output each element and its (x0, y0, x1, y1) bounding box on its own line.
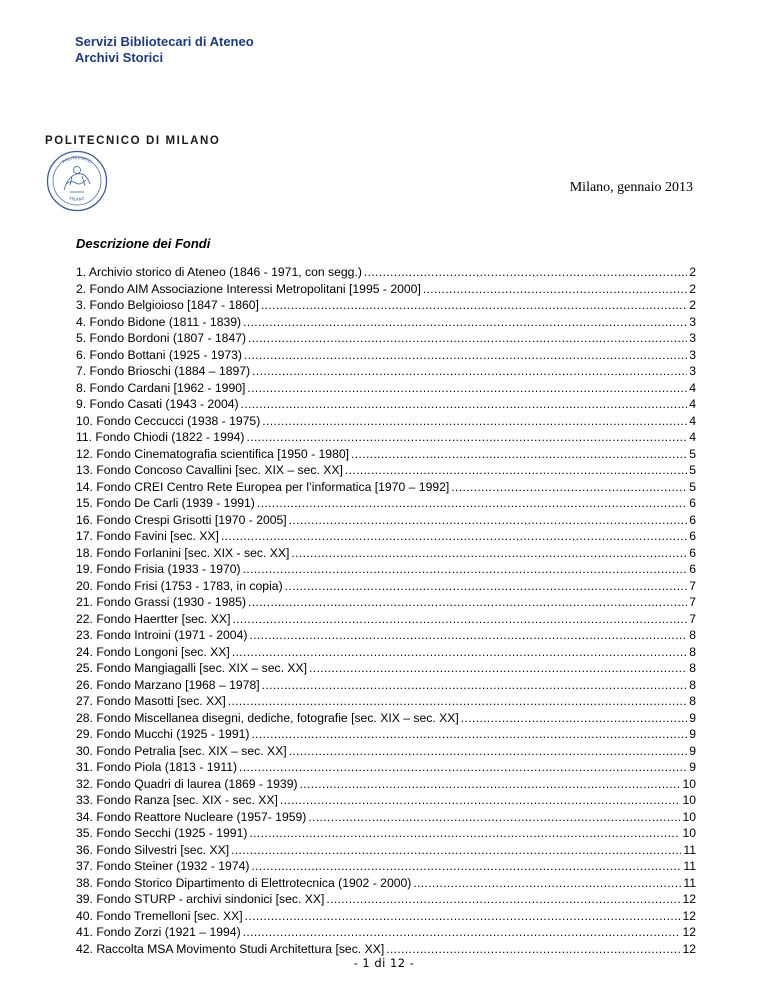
toc-dot-leader (300, 777, 681, 791)
seal-bottom-text: MILANO (68, 195, 86, 202)
toc-dot-leader (251, 727, 687, 741)
toc-dot-leader (423, 282, 687, 296)
toc-entry-page: 10 (682, 776, 696, 791)
date-line: Milano, gennaio 2013 (569, 180, 693, 195)
toc-dot-leader (345, 463, 687, 477)
toc-dot-leader (257, 496, 687, 510)
toc-entry-page: 11 (683, 859, 696, 873)
toc-entry[interactable] (76, 562, 696, 579)
toc-entry-page: 6 (689, 512, 696, 527)
toc-entry-title: 11. Fondo Chiodi (1822 - 1994) (76, 430, 245, 444)
toc-entry-page: 12 (682, 925, 696, 939)
toc-entry-page: 10 (682, 809, 696, 824)
toc-entry-page: 5 (689, 463, 696, 477)
toc-entry[interactable] (76, 364, 696, 381)
toc-entry-title: 31. Fondo Piola (1813 - 1911) (76, 760, 238, 774)
toc-dot-leader (243, 925, 681, 939)
toc-entry-page: 9 (689, 727, 696, 741)
toc-entry-title: 27. Fondo Masotti [sec. XX] (76, 694, 226, 708)
toc-entry-page: 3 (689, 364, 696, 378)
toc-entry-page: 7 (689, 595, 696, 609)
toc-dot-leader (248, 595, 687, 609)
toc-dot-leader (364, 265, 687, 279)
toc-entry-title: 19. Fondo Frisia (1933 - 1970) (76, 562, 241, 576)
toc-entry-title: 32. Fondo Quadri di laurea (1869 - 1939) (76, 776, 298, 791)
toc-entry-title: 24. Fondo Longoni [sec. XX] (76, 644, 230, 659)
toc-entry-page: 12 (682, 892, 696, 906)
toc-entry-page: 3 (689, 314, 696, 329)
toc-entry-title: 14. Fondo CREI Centro Rete Europea per l’informatica [1970 – 1992] (76, 479, 450, 494)
toc-entry-page: 7 (689, 578, 696, 593)
toc-dot-leader (262, 414, 687, 428)
toc-entry-page: 4 (689, 380, 696, 395)
toc-entry-page: 9 (689, 743, 696, 758)
toc-entry[interactable] (76, 925, 696, 942)
toc-entry-page: 2 (689, 298, 696, 312)
toc-entry-title: 5. Fondo Bordoni (1807 - 1847) (76, 331, 247, 345)
toc-entry[interactable] (76, 711, 696, 728)
toc-entry-page: 6 (689, 496, 696, 510)
toc-entry-page: 12 (682, 941, 696, 956)
toc-dot-leader (451, 480, 687, 494)
header-organization (75, 34, 254, 66)
toc-entry-title: 42. Raccolta MSA Movimento Studi Architettura [sec. XX] (76, 941, 385, 956)
toc-dot-leader (261, 298, 687, 312)
toc-entry-page: 3 (689, 331, 696, 345)
toc-entry-page: 6 (689, 529, 696, 543)
toc-entry-title: 39. Fondo STURP - archivi sindonici [sec. XX] (76, 892, 325, 906)
toc-entry[interactable] (76, 909, 696, 926)
toc-entry-title: 36. Fondo Silvestri [sec. XX] (76, 842, 230, 857)
toc-entry-title: 6. Fondo Bottani (1925 - 1973) (76, 347, 242, 362)
toc-entry-title: 35. Fondo Secchi (1925 - 1991) (76, 826, 248, 840)
toc-dot-leader (280, 793, 681, 807)
toc-entry-page: 10 (682, 793, 696, 807)
toc-entry-title: 41. Fondo Zorzi (1921 – 1994) (76, 925, 241, 939)
toc-dot-leader (351, 447, 687, 461)
toc-entry[interactable] (76, 430, 696, 447)
toc-entry[interactable] (76, 546, 696, 563)
page-number-footer: - 1 di 12 - (353, 956, 415, 970)
toc-entry-page: 4 (689, 413, 696, 428)
toc-entry[interactable] (76, 645, 696, 662)
toc-entry-page: 8 (689, 628, 696, 642)
toc-dot-leader (262, 678, 688, 692)
toc-entry-page: 3 (689, 347, 696, 362)
toc-entry-page: 2 (689, 265, 696, 279)
toc-dot-leader (243, 315, 687, 329)
section-title: Descrizione dei Fondi (76, 236, 211, 251)
toc-entry-page: 8 (689, 644, 696, 659)
toc-entry[interactable] (76, 463, 696, 480)
toc-entry-page: 6 (689, 562, 696, 576)
toc-entry[interactable] (76, 661, 696, 678)
toc-dot-leader (386, 942, 680, 956)
toc-entry[interactable] (76, 876, 696, 893)
toc-dot-leader (289, 744, 688, 758)
toc-entry-title: 18. Fondo Forlanini [sec. XIX - sec. XX] (76, 545, 290, 560)
toc-entry-page: 8 (689, 677, 696, 692)
toc-entry-page: 10 (682, 826, 696, 840)
toc-entry-title: 16. Fondo Crespi Grisotti [1970 - 2005] (76, 512, 287, 527)
toc-entry[interactable] (76, 348, 696, 365)
toc-entry-title: 33. Fondo Ranza [sec. XIX - sec. XX] (76, 793, 278, 807)
toc-entry[interactable] (76, 694, 696, 711)
toc-entry[interactable] (76, 529, 696, 546)
toc-entry-title: 21. Fondo Grassi (1930 - 1985) (76, 595, 247, 609)
toc-entry[interactable] (76, 777, 696, 794)
toc-entry[interactable] (76, 595, 696, 612)
toc-dot-leader (246, 430, 687, 444)
toc-entry[interactable] (76, 793, 696, 810)
toc-entry[interactable] (76, 843, 696, 860)
toc-entry-title: 29. Fondo Mucchi (1925 - 1991) (76, 727, 250, 741)
toc-dot-leader (249, 628, 687, 642)
toc-entry[interactable] (76, 760, 696, 777)
toc-entry[interactable] (76, 826, 696, 843)
toc-entry-page: 9 (689, 710, 696, 725)
toc-entry[interactable] (76, 414, 696, 431)
toc-entry-title: 17. Fondo Favini [sec. XX] (76, 529, 219, 543)
svg-text:MILANO (69, 195, 85, 201)
header-org-line2: Archivi Storici (75, 50, 164, 65)
toc-dot-leader (232, 612, 687, 626)
toc-entry-title: 10. Fondo Ceccucci (1938 - 1975) (76, 413, 261, 428)
toc-entry-page: 8 (689, 694, 696, 708)
toc-entry-page: 4 (689, 397, 696, 411)
toc-dot-leader (309, 661, 687, 675)
toc-entry[interactable] (76, 628, 696, 645)
toc-entry-title: 2. Fondo AIM Associazione Interessi Metropolitani [1995 - 2000] (76, 281, 421, 296)
toc-entry-title: 20. Fondo Frisi (1753 - 1783, in copia) (76, 578, 283, 593)
toc-dot-leader (285, 579, 688, 593)
toc-entry-page: 7 (689, 611, 696, 626)
toc-entry-page: 8 (689, 661, 696, 675)
toc-entry-page: 6 (689, 545, 696, 560)
toc-dot-leader (228, 694, 688, 708)
toc-entry-title: 30. Fondo Petralia [sec. XIX – sec. XX] (76, 743, 287, 758)
toc-entry-page: 5 (689, 479, 696, 494)
toc-entry[interactable] (76, 892, 696, 909)
toc-entry-title: 15. Fondo De Carli (1939 - 1991) (76, 496, 255, 510)
toc-entry-page: 5 (689, 446, 696, 461)
toc-entry-title: 12. Fondo Cinematografia scientifica [1950 - 1980] (76, 446, 350, 461)
toc-entry[interactable] (76, 513, 696, 530)
toc-dot-leader (461, 711, 687, 725)
toc-entry[interactable] (76, 480, 696, 497)
toc-entry[interactable] (76, 727, 696, 744)
toc-entry[interactable] (76, 744, 696, 761)
seal-top-text: POLITECNICO (61, 155, 93, 166)
toc-dot-leader (251, 859, 681, 873)
toc-dot-leader (291, 546, 687, 560)
toc-entry-title: 1. Archivio storico di Ateneo (1846 - 1971, con segg.) (76, 265, 362, 279)
toc-entry-page: 2 (689, 281, 696, 296)
toc-entry-title: 4. Fondo Bidone (1811 - 1839) (76, 314, 242, 329)
toc-dot-leader (221, 529, 687, 543)
toc-entry[interactable] (76, 282, 696, 299)
toc-dot-leader (248, 331, 687, 345)
toc-entry-title: 3. Fondo Belgioioso [1847 - 1860] (76, 298, 259, 312)
toc-entry[interactable] (76, 397, 696, 414)
toc-dot-leader (239, 760, 687, 774)
toc-dot-leader (247, 381, 687, 395)
toc-entry[interactable] (76, 381, 696, 398)
table-of-contents (76, 265, 696, 958)
toc-entry-title: 28. Fondo Miscellanea disegni, dediche, fotografie [sec. XIX – sec. XX] (76, 710, 459, 725)
toc-entry-title: 40. Fondo Tremelloni [sec. XX] (76, 908, 243, 923)
politecnico-wordmark: POLITECNICO DI MILANO (45, 135, 221, 147)
toc-entry[interactable] (76, 678, 696, 695)
toc-entry[interactable] (76, 265, 696, 282)
toc-entry-title: 13. Fondo Concoso Cavallini [sec. XIX – sec. XX] (76, 463, 343, 477)
toc-entry-title: 25. Fondo Mangiagalli [sec. XIX – sec. XX] (76, 661, 308, 675)
toc-entry[interactable] (76, 447, 696, 464)
toc-entry-page: 9 (689, 760, 696, 774)
toc-entry-page: 11 (683, 875, 696, 890)
toc-entry-page: 4 (689, 430, 696, 444)
toc-entry-title: 22. Fondo Haertter [sec. XX] (76, 611, 231, 626)
toc-entry-page: 11 (683, 842, 696, 857)
politecnico-seal-icon (46, 150, 108, 212)
toc-entry[interactable] (76, 612, 696, 629)
toc-entry-title: 23. Fondo Introini (1971 - 2004) (76, 628, 248, 642)
toc-dot-leader (308, 810, 680, 824)
toc-dot-leader (413, 876, 681, 890)
toc-entry[interactable] (76, 331, 696, 348)
toc-dot-leader (245, 909, 681, 923)
toc-entry[interactable] (76, 859, 696, 876)
toc-dot-leader (326, 892, 680, 906)
toc-dot-leader (241, 397, 688, 411)
toc-dot-leader (289, 513, 688, 527)
toc-dot-leader (252, 364, 687, 378)
toc-entry-title: 7. Fondo Brioschi (1884 – 1897) (76, 364, 251, 378)
toc-entry-title: 37. Fondo Steiner (1932 - 1974) (76, 859, 250, 873)
toc-entry-page: 12 (682, 908, 696, 923)
header-org-line1: Servizi Bibliotecari di Ateneo (75, 34, 254, 49)
toc-dot-leader (249, 826, 680, 840)
toc-dot-leader (243, 562, 688, 576)
toc-entry[interactable] (76, 810, 696, 827)
toc-entry-title: 8. Fondo Cardani [1962 - 1990] (76, 380, 246, 395)
toc-dot-leader (231, 843, 681, 857)
toc-entry[interactable] (76, 496, 696, 513)
toc-dot-leader (244, 348, 687, 362)
toc-entry-title: 26. Fondo Marzano [1968 – 1978] (76, 677, 260, 692)
toc-entry[interactable] (76, 579, 696, 596)
toc-entry[interactable] (76, 315, 696, 332)
toc-entry-title: 9. Fondo Casati (1943 - 2004) (76, 397, 239, 411)
toc-entry-title: 38. Fondo Storico Dipartimento di Elettrotecnica (1902 - 2000) (76, 875, 412, 890)
toc-entry[interactable] (76, 298, 696, 315)
toc-entry-title: 34. Fondo Reattore Nucleare (1957- 1959) (76, 809, 307, 824)
toc-dot-leader (232, 645, 687, 659)
